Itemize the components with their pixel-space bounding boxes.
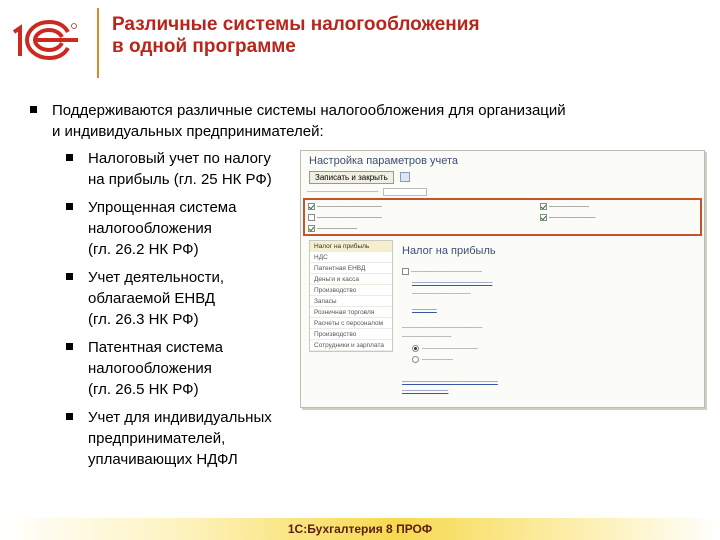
- option-row[interactable]: ⎯⎯⎯⎯⎯⎯⎯⎯⎯⎯⎯⎯⎯: [308, 224, 357, 233]
- checkbox[interactable]: [402, 268, 409, 275]
- bullet-square-icon: [66, 203, 73, 210]
- intro-paragraph: [30, 100, 670, 142]
- list-item-line: (гл. 26.2 НК РФ): [88, 241, 199, 258]
- option-row[interactable]: ⎯⎯⎯⎯⎯⎯⎯⎯⎯⎯⎯⎯⎯: [540, 202, 589, 211]
- list-item: [66, 267, 298, 330]
- slide-title: [112, 14, 632, 58]
- hint-text: ⎯⎯⎯⎯⎯⎯⎯⎯⎯⎯⎯⎯⎯⎯⎯⎯⎯⎯⎯⎯⎯⎯⎯⎯⎯⎯: [402, 324, 483, 331]
- list-item-line: Учет для индивидуальных: [88, 409, 272, 426]
- checkbox[interactable]: [308, 214, 315, 221]
- section-item[interactable]: Сотрудники и зарплата: [310, 340, 392, 351]
- settings-toolbar: [309, 171, 410, 185]
- save-and-close-button[interactable]: Записать и закрыть: [309, 171, 394, 184]
- tax-systems-highlight: [303, 198, 702, 236]
- bullet-square-icon: [30, 106, 37, 113]
- tax-systems-list: [66, 148, 298, 477]
- list-item-line: предпринимателей,: [88, 430, 226, 447]
- list-item-line: уплачивающих НДФЛ: [88, 451, 238, 468]
- radio-button[interactable]: [412, 345, 419, 352]
- intro-line-2: и индивидуальных предпринимателей:: [52, 123, 324, 140]
- section-item[interactable]: Запасы: [310, 296, 392, 307]
- help-icon[interactable]: [400, 172, 410, 182]
- list-item-line: на прибыль (гл. 25 НК РФ): [88, 171, 272, 188]
- checkbox[interactable]: [308, 203, 315, 210]
- section-item[interactable]: НДС: [310, 252, 392, 263]
- checkbox[interactable]: [308, 225, 315, 232]
- list-item-line: Налоговый учет по налогу: [88, 150, 271, 167]
- section-item[interactable]: Расчеты с персоналом: [310, 318, 392, 329]
- option-row[interactable]: ⎯⎯⎯⎯⎯⎯⎯⎯⎯⎯⎯⎯⎯⎯⎯⎯⎯⎯⎯⎯⎯: [308, 213, 382, 222]
- list-item-line: налогообложения: [88, 220, 212, 237]
- tax-system-dropdown[interactable]: [383, 188, 427, 196]
- list-item-line: (гл. 26.3 НК РФ): [88, 311, 199, 328]
- option-row[interactable]: ⎯⎯⎯⎯⎯⎯⎯⎯⎯⎯⎯⎯⎯⎯⎯⎯⎯⎯⎯⎯⎯⎯⎯: [402, 267, 482, 276]
- tax-system-selector: [307, 188, 427, 196]
- settings-link[interactable]: ⎯⎯⎯⎯⎯⎯⎯⎯⎯⎯⎯⎯⎯⎯⎯: [402, 387, 449, 394]
- option-row[interactable]: ⎯⎯⎯⎯⎯⎯⎯⎯⎯⎯⎯⎯⎯⎯⎯⎯⎯⎯⎯⎯⎯: [308, 202, 382, 211]
- radio-option[interactable]: ⎯⎯⎯⎯⎯⎯⎯⎯⎯⎯⎯⎯⎯⎯⎯⎯⎯⎯: [412, 344, 478, 353]
- settings-link[interactable]: ⎯⎯⎯⎯⎯⎯⎯⎯: [412, 306, 437, 313]
- section-item[interactable]: Патентная ЕНВД: [310, 263, 392, 274]
- list-item: [66, 197, 298, 260]
- title-line-2: в одной программе: [112, 36, 296, 57]
- hint-text: ⎯⎯⎯⎯⎯⎯⎯⎯⎯⎯⎯⎯⎯⎯⎯⎯⎯⎯⎯: [412, 290, 471, 297]
- option-row[interactable]: ⎯⎯⎯⎯⎯⎯⎯⎯⎯⎯⎯⎯⎯⎯⎯: [540, 213, 595, 222]
- section-item[interactable]: Деньги и касса: [310, 274, 392, 285]
- selector-placeholder-text: ———————————: [307, 188, 379, 196]
- bullet-square-icon: [66, 413, 73, 420]
- section-item[interactable]: Розничная торговля: [310, 307, 392, 318]
- hint-text: ⎯⎯⎯⎯⎯⎯⎯⎯⎯⎯⎯⎯⎯⎯⎯⎯: [402, 333, 452, 340]
- list-item-line: облагаемой ЕНВД: [88, 290, 216, 307]
- list-item-line: (гл. 26.5 НК РФ): [88, 381, 199, 398]
- list-item-line: Упрощенная система: [88, 199, 237, 216]
- section-item[interactable]: Производство: [310, 329, 392, 340]
- list-item: [66, 407, 298, 470]
- radio-button[interactable]: [412, 356, 419, 363]
- section-item[interactable]: Производство: [310, 285, 392, 296]
- intro-line-1: Поддерживаются различные системы налогообложения для организаций: [52, 102, 566, 119]
- settings-link[interactable]: ⎯⎯⎯⎯⎯⎯⎯⎯⎯⎯⎯⎯⎯⎯⎯⎯⎯⎯⎯⎯⎯⎯⎯⎯⎯⎯: [412, 279, 493, 286]
- list-item-line: Учет деятельности,: [88, 269, 225, 286]
- sections-list: [309, 240, 393, 352]
- title-line-1: Различные системы налогообложения: [112, 14, 480, 35]
- bullet-square-icon: [66, 343, 73, 350]
- checkbox[interactable]: [540, 203, 547, 210]
- settings-link[interactable]: ⎯⎯⎯⎯⎯⎯⎯⎯⎯⎯⎯⎯⎯⎯⎯⎯⎯⎯⎯⎯⎯⎯⎯⎯⎯⎯⎯⎯⎯⎯⎯: [402, 378, 498, 385]
- list-item: [66, 148, 298, 190]
- list-item: [66, 337, 298, 400]
- settings-screenshot: [300, 150, 705, 408]
- list-item-line: налогообложения: [88, 360, 212, 377]
- header-divider: [97, 8, 99, 78]
- settings-window-title: Настройка параметров учета: [309, 155, 459, 167]
- checkbox[interactable]: [540, 214, 547, 221]
- settings-panel-title: Налог на прибыль: [402, 245, 496, 257]
- bullet-square-icon: [66, 273, 73, 280]
- footer-product-name: 1С:Бухгалтерия 8 ПРОФ: [287, 522, 433, 536]
- 1c-logo: [8, 16, 80, 62]
- section-item[interactable]: Налог на прибыль: [310, 241, 392, 252]
- list-item-line: Патентная система: [88, 339, 223, 356]
- bullet-square-icon: [66, 154, 73, 161]
- radio-option[interactable]: ⎯⎯⎯⎯⎯⎯⎯⎯⎯⎯: [412, 355, 453, 364]
